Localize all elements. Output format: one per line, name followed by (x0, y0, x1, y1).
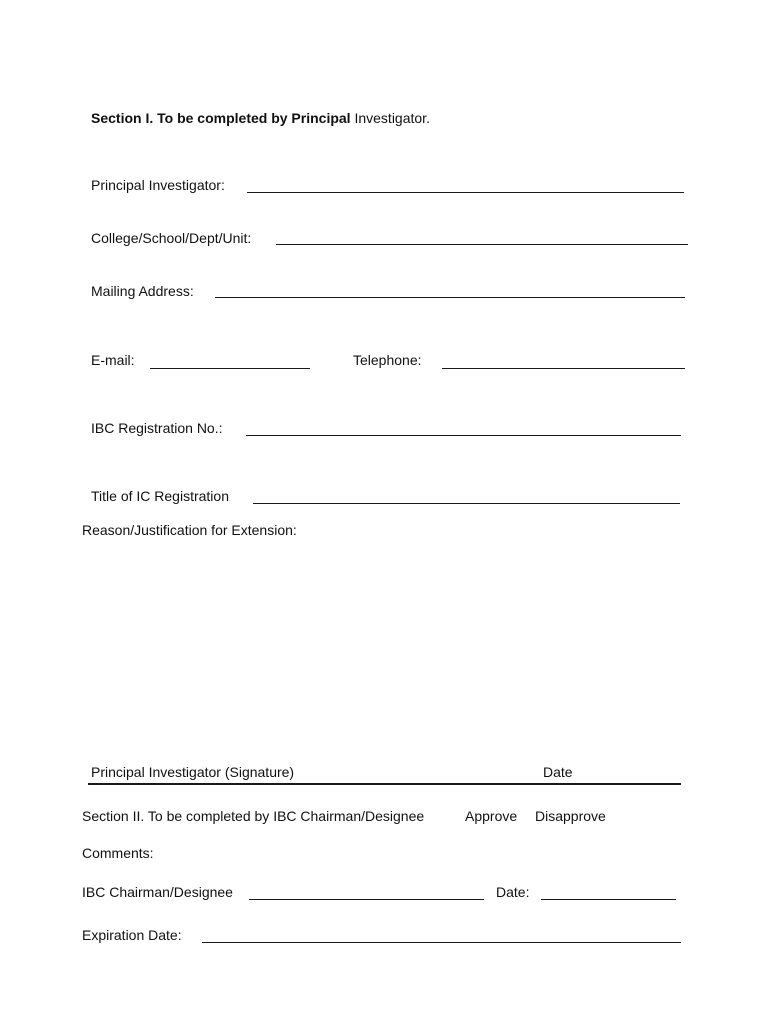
email-field[interactable] (150, 368, 310, 369)
section-2-heading: Section II. To be completed by IBC Chairman/Designee (82, 808, 425, 824)
ic-title-field[interactable] (253, 503, 680, 504)
mailing-address-label: Mailing Address: (91, 283, 194, 299)
ibc-registration-field[interactable] (246, 435, 681, 436)
chairman-date-field[interactable] (541, 899, 676, 900)
college-label: College/School/Dept/Unit: (91, 230, 252, 246)
chairman-field[interactable] (249, 899, 484, 900)
chairman-date-label: Date: (496, 884, 530, 900)
telephone-label: Telephone: (353, 352, 422, 368)
approve-option[interactable]: Approve (465, 808, 518, 824)
pi-signature-date-label: Date (543, 764, 573, 780)
email-label: E-mail: (91, 352, 135, 368)
signature-line[interactable] (88, 783, 681, 785)
reason-label: Reason/Justification for Extension: (82, 522, 297, 538)
expiration-date-field[interactable] (202, 942, 681, 943)
reason-area[interactable] (82, 542, 682, 752)
section-1-heading-bold: Section I. To be completed by Principal (91, 110, 351, 126)
expiration-date-label: Expiration Date: (82, 927, 182, 943)
college-field[interactable] (276, 244, 688, 245)
disapprove-option[interactable]: Disapprove (535, 808, 606, 824)
ibc-registration-label: IBC Registration No.: (91, 420, 223, 436)
section-1-heading-rest: Investigator. (350, 110, 430, 126)
telephone-field[interactable] (442, 368, 685, 369)
ic-title-label: Title of IC Registration (91, 488, 229, 504)
comments-label: Comments: (82, 845, 154, 861)
section-1-heading (91, 110, 430, 126)
pi-field[interactable] (247, 192, 684, 193)
pi-signature-label: Principal Investigator (Signature) (91, 764, 295, 780)
pi-label: Principal Investigator: (91, 177, 225, 193)
chairman-label: IBC Chairman/Designee (82, 884, 233, 900)
mailing-address-field[interactable] (215, 297, 685, 298)
